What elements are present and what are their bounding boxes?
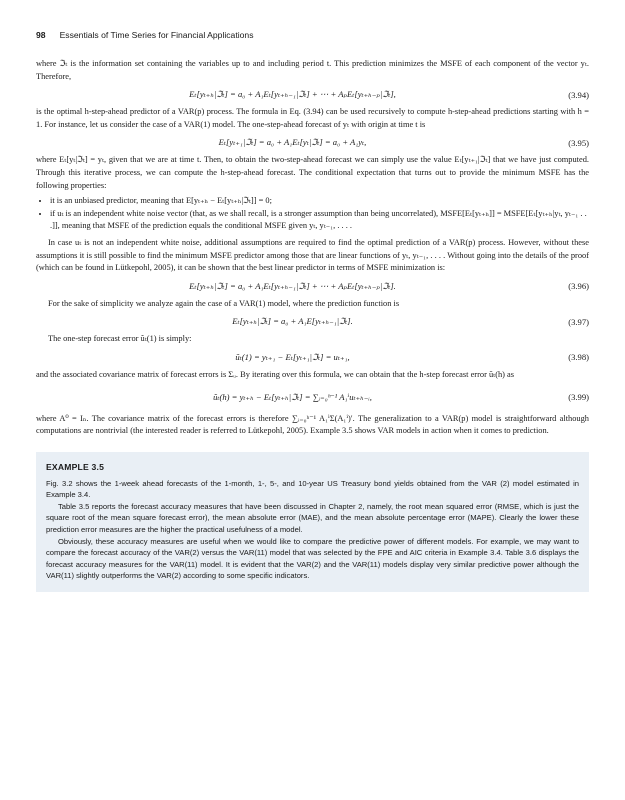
list-item: • if uₜ is an independent white noise vector (that, as we shall recall, is a stronger assumption than being uncorrelated), MSFE[Eₜ[yₜ₊ₕ]] = MSFE[Eₜ[yₜ₊ₕ|yₜ, yₜ₋₁ . . .]], meaning that MSFE of the prediction equals the conditional MSFE given yₜ, yₜ₋₁, . . . .: [50, 208, 589, 233]
running-header: [36, 30, 589, 40]
equation-3-97: [36, 316, 589, 327]
equation-3-98: [36, 352, 589, 363]
example-paragraph: Fig. 3.2 shows the 1-week ahead forecasts of the 1-month, 1-, 5-, and 10-year US Treasury bond yields obtained from the VAR (2) model estimated in Example 3.4.: [46, 478, 579, 500]
equation-body: Eₜ[yₜ₊ₕ|ℑₜ] = a₀ + A₁Eₜ[yₜ₊ₕ₋₁|ℑₜ] + ⋯ + AₚEₜ[yₜ₊ₕ₋ₚ|ℑₜ],: [189, 89, 396, 100]
page: [36, 30, 589, 592]
list-item: • it is an unbiased predictor, meaning that E[yₜ₊ₕ − Eₜ[yₜ₊ₕ|ℑₜ]] = 0;: [50, 195, 589, 208]
paragraph-7: and the associated covariance matrix of forecast errors is Σᵤ. By iterating over this formula, we can obtain that the h-step forecast error ũₜ(h) as: [36, 369, 515, 379]
equation-3-94: [36, 89, 589, 100]
paragraph-3: where Eₜ[yₜ|ℑₜ] = yₜ, given that we are at time t. Then, to obtain the two-step-ahead forecast we can simply use the value Eₜ[yₜ₊₁|ℑₜ] that we have just computed. Through this iterative process, we can compute the h-step-ahead forecast. The conditional expectation that turns out to provide the minimum MSFE has the following properties:: [36, 155, 589, 190]
example-box: [36, 452, 589, 592]
property-list: [36, 195, 589, 233]
equation-number: (3.98): [568, 352, 589, 363]
paragraph-2: is the optimal h-step-ahead predictor of a VAR(p) process. The formula in Eq. (3.94) can be used recursively to compute h-step-ahead predictions starting with h = 1. For instance, let us consider the case of a VAR(1) model. The one-step-ahead forecast of yₜ with origin at time t is: [36, 107, 589, 129]
running-title: Essentials of Time Series for Financial Applications: [59, 30, 254, 40]
page-number: 98: [36, 30, 46, 40]
equation-number: (3.94): [568, 89, 589, 100]
paragraph-6: The one-step forecast error ũₜ(1) is simply:: [48, 334, 192, 344]
paragraph-4: In case uₜ is not an independent white noise, additional assumptions are required to find the optimal prediction of a VAR(p) process. However, without these assumptions it is still possible to find the minimum MSFE predictor among those that are linear functions of yₜ, yₜ₋₁, . . . . Without going into the details of the proof (which can be found in Lütkepohl, 2005), it can be shown that the best linear predictor in terms of MSFE minimization is:: [36, 237, 589, 273]
equation-number: (3.97): [568, 316, 589, 327]
equation-number: (3.96): [568, 281, 589, 292]
paragraph-5: For the sake of simplicity we analyze again the case of a VAR(1) model, where the prediction function is: [48, 298, 400, 308]
equation-number: (3.95): [568, 137, 589, 148]
example-paragraph: Obviously, these accuracy measures are useful when we would like to compare the predictive power of different models. For example, we may want to compare the forecast accuracy of the VAR(2) versus the VAR(11) model that was selected by the FPE and AIC criteria in Example 3.4. Table 3.6 displays the forecast accuracy measures for the VAR(11) model. It is evident that the VAR(2) and the VAR(11) models display very similar predictive power although the VAR(11) slightly outperforms the VAR(2) according to some specific indicators.: [46, 536, 579, 581]
equation-body: Eₜ[yₜ₊₁|ℑₜ] = a₀ + A₁Eₜ[yₜ|ℑₜ] = a₀ + A₁yₜ,: [218, 137, 367, 148]
equation-body: Eₜ[yₜ₊ₕ|ℑₜ] = a₀ + A₁E[yₜ₊ₕ₋₁|ℑₜ].: [232, 316, 353, 327]
equation-3-95: [36, 137, 589, 148]
equation-3-96: [36, 281, 589, 292]
example-title: EXAMPLE 3.5: [46, 461, 105, 472]
equation-body: Eₜ[yₜ₊ₕ|ℑₜ] = a₀ + A₁Eₜ[yₜ₊ₕ₋₁|ℑₜ] + ⋯ + AₚEₜ[yₜ₊ₕ₋ₚ|ℑₜ].: [189, 280, 396, 291]
equation-3-99: [36, 392, 589, 403]
paragraph-8: where A⁰ = Iₙ. The covariance matrix of the forecast errors is therefore ∑ᵢ₌₀ʰ⁻¹ A₁ⁱΣ(A₁ⁱ)′. The generalization to a VAR(p) model is straightforward although computations are nontrivial (the interested reader is referred to Lütkepohl, 2005). Example 3.5 shows VAR models in action when it comes to prediction.: [36, 413, 589, 436]
equation-body: ũₜ(1) = yₜ₊₁ − Eₜ[yₜ₊₁|ℑₜ] = uₜ₊₁,: [235, 351, 350, 362]
paragraph-1: where ℑₜ is the information set containing the variables up to and including period t. This prediction minimizes the MSFE of each component of the vector yₜ. Therefore,: [36, 59, 589, 81]
equation-body: ũₜ(h) = yₜ₊ₕ − Eₜ[yₜ₊ₕ|ℑₜ] = ∑ᵢ₌₀ʰ⁻¹ A₁ⁱuₜ₊ₕ₋ᵢ,: [213, 391, 372, 402]
equation-number: (3.99): [568, 392, 589, 402]
example-paragraph: Table 3.5 reports the forecast accuracy measures that have been discussed in Chapter 2, namely, the root mean squared error (RMSE, which is just the square root of the mean square forecast error), the mean absolute error (MAE), and the mean absolute percentage error (MAPE). Clearly the lower these prediction error measures are the higher the practical usefulness of a model.: [46, 501, 579, 535]
